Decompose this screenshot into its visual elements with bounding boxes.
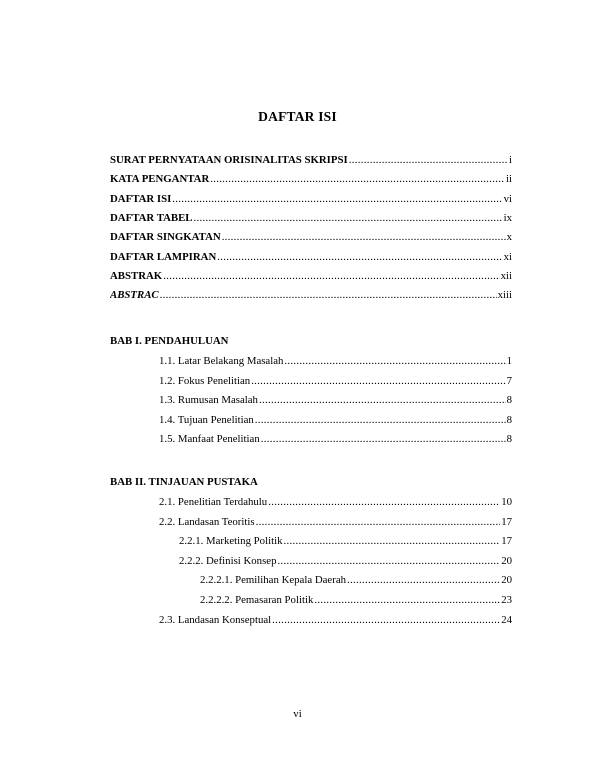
toc-entry-page: 20 bbox=[501, 554, 512, 567]
toc-entry-label: 2.1. Penelitian Terdahulu bbox=[159, 496, 268, 508]
toc-entry-page: xii bbox=[500, 269, 512, 282]
toc-entry bbox=[110, 269, 512, 283]
toc-dot-leader bbox=[217, 250, 502, 264]
toc-entry-label: KATA PENGANTAR bbox=[110, 173, 210, 186]
toc-entry-label: SURAT PERNYATAAN ORISINALITAS SKRIPSI bbox=[110, 154, 348, 166]
toc-entry-page: 20 bbox=[501, 574, 512, 587]
toc-entry-label: DAFTAR ISI bbox=[110, 192, 172, 205]
toc-dot-leader bbox=[277, 554, 500, 568]
toc-dot-leader bbox=[283, 534, 500, 548]
toc-entry-label: 2.2.1. Marketing Politik bbox=[179, 535, 283, 548]
toc-dot-leader bbox=[349, 153, 508, 167]
toc-entry bbox=[200, 573, 512, 587]
page-title: DAFTAR ISI bbox=[258, 109, 337, 124]
toc-entry bbox=[110, 153, 512, 167]
chapter-heading: BAB I. PENDAHULUAN bbox=[110, 335, 229, 347]
toc-entry-page: 23 bbox=[501, 594, 512, 606]
toc-entry bbox=[179, 534, 512, 548]
toc-entry bbox=[159, 413, 512, 427]
chapter-heading: BAB II. TINJAUAN PUSTAKA bbox=[110, 476, 258, 488]
toc-entry-page: 17 bbox=[501, 535, 512, 548]
toc-entry bbox=[159, 515, 512, 529]
toc-entry-page: xiii bbox=[497, 289, 512, 302]
toc-entry bbox=[110, 211, 512, 225]
toc-entry-page: 24 bbox=[501, 613, 512, 626]
toc-dot-leader bbox=[314, 593, 500, 607]
toc-entry-label: 2.2. Landasan Teoritis bbox=[159, 515, 255, 528]
toc-dot-leader bbox=[256, 515, 501, 529]
toc-entry-label: 1.1. Latar Belakang Masalah bbox=[159, 355, 284, 367]
toc-dot-leader bbox=[194, 211, 503, 225]
toc-dot-leader bbox=[160, 288, 497, 302]
toc-entry bbox=[159, 432, 512, 446]
toc-dot-leader bbox=[255, 413, 506, 427]
toc-entry-label: 1.3. Rumusan Masalah bbox=[159, 394, 258, 407]
toc-entry-page: 10 bbox=[501, 496, 512, 508]
toc-entry-label: 2.2.2.1. Pemilihan Kepala Daerah bbox=[200, 574, 347, 587]
toc-entry bbox=[110, 250, 512, 264]
toc-entry-page: ix bbox=[503, 211, 512, 224]
toc-entry bbox=[159, 374, 512, 388]
toc-entry-page: x bbox=[506, 231, 512, 244]
toc-entry-page: 17 bbox=[501, 515, 512, 528]
toc-entry-page: 1 bbox=[506, 355, 512, 367]
toc-entry bbox=[159, 613, 512, 627]
toc-entry-label: DAFTAR TABEL bbox=[110, 211, 193, 224]
toc-entry-page: xi bbox=[503, 250, 512, 263]
toc-dot-leader bbox=[268, 495, 500, 509]
toc-dot-leader bbox=[259, 393, 506, 407]
toc-entry-page: 8 bbox=[506, 433, 512, 446]
toc-entry-label: ABSTRAC bbox=[110, 289, 159, 302]
toc-entry bbox=[110, 192, 512, 206]
toc-dot-leader bbox=[284, 354, 505, 368]
toc-entry-page: ii bbox=[506, 173, 512, 186]
toc-dot-leader bbox=[261, 432, 506, 446]
toc-entry bbox=[110, 230, 512, 244]
toc-dot-leader bbox=[210, 172, 505, 186]
toc-entry-label: ABSTRAK bbox=[110, 269, 163, 282]
toc-dot-leader bbox=[172, 192, 502, 206]
toc-entry bbox=[159, 354, 512, 368]
toc-entry-page: 8 bbox=[506, 394, 512, 407]
toc-entry bbox=[159, 393, 512, 407]
toc-entry-label: 1.5. Manfaat Penelitian bbox=[159, 433, 260, 446]
page-number: vi bbox=[293, 708, 302, 720]
toc-entry-label: DAFTAR LAMPIRAN bbox=[110, 250, 217, 263]
toc-entry bbox=[159, 495, 512, 509]
toc-dot-leader bbox=[251, 374, 505, 388]
toc-entry-label: 2.2.2.2. Pemasaran Politik bbox=[200, 594, 314, 606]
toc-entry bbox=[179, 554, 512, 568]
toc-dot-leader bbox=[347, 573, 500, 587]
toc-entry-label: 2.3. Landasan Konseptual bbox=[159, 613, 272, 626]
toc-entry-label: 1.4. Tujuan Penelitian bbox=[159, 413, 254, 426]
toc-entry bbox=[110, 288, 512, 302]
toc-dot-leader bbox=[163, 269, 499, 283]
toc-entry-page: vi bbox=[503, 192, 512, 205]
toc-entry-label: DAFTAR SINGKATAN bbox=[110, 231, 221, 244]
toc-dot-leader bbox=[222, 230, 506, 244]
toc-entry-label: 1.2. Fokus Penelitian bbox=[159, 374, 251, 387]
toc-dot-leader bbox=[272, 613, 500, 627]
toc-entry-label: 2.2.2. Definisi Konsep bbox=[179, 554, 277, 567]
toc-entry bbox=[200, 593, 512, 607]
toc-entry-page: 8 bbox=[506, 413, 512, 426]
toc-entry-page: 7 bbox=[506, 374, 512, 387]
toc-entry-page: i bbox=[509, 154, 512, 166]
toc-entry bbox=[110, 172, 512, 186]
